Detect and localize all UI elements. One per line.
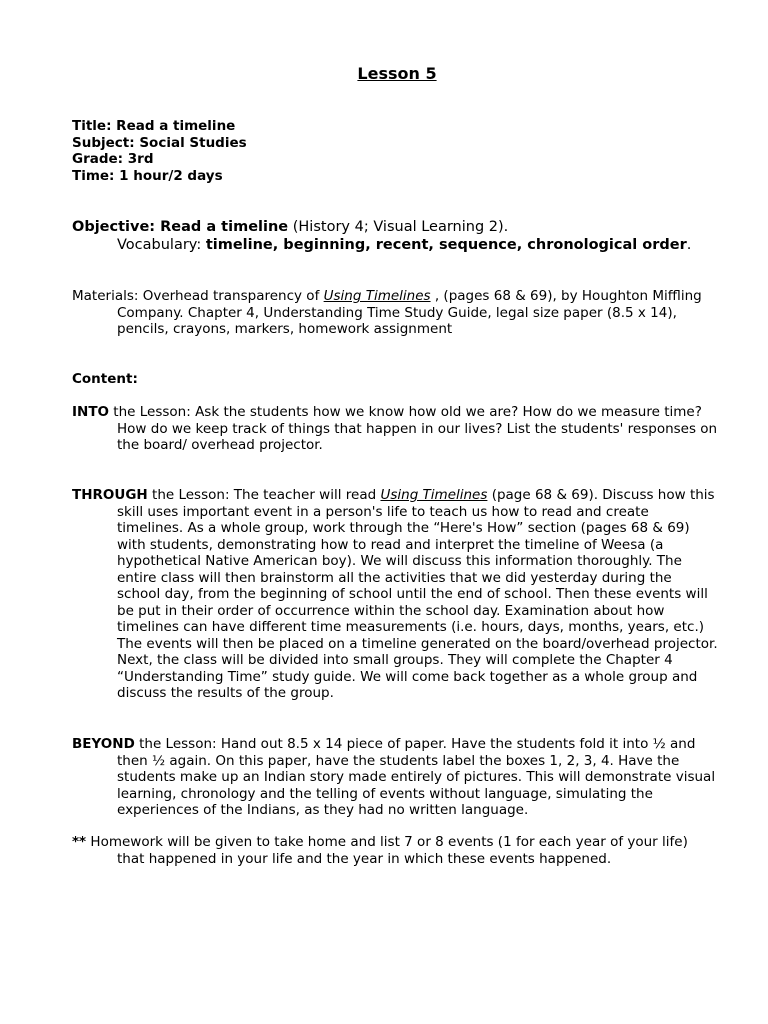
vocabulary-label: Vocabulary: — [117, 237, 206, 253]
materials-section — [72, 288, 718, 338]
homework-marker: ** — [72, 834, 87, 850]
meta-title: Title: Read a timeline — [72, 118, 236, 134]
objective-label: Objective: Read a timeline — [72, 219, 289, 235]
beyond-text: the Lesson: Hand out 8.5 x 14 piece of paper. Have the students fold it into ½ and then ½ again. On this paper, have the students label the boxes 1, 2, 3, 4. Have the students make up an Indian story made entirely of pictures. This will demonstrate visual learning, chronology and the telling of events without language, simulating the experiences of the Indians, as they had no written language. — [117, 736, 716, 818]
beyond-section — [72, 736, 718, 819]
homework-text: Homework will be given to take home and list 7 or 8 events (1 for each year of your life) that happened in your life and the year in which these events happened. — [86, 834, 688, 867]
into-label: INTO — [72, 404, 110, 420]
homework-section — [72, 834, 718, 867]
vocabulary-terms: timeline, beginning, recent, sequence, chronological order — [205, 237, 687, 253]
beyond-label: BEYOND — [72, 736, 135, 752]
materials-book-title: Using Timelines — [323, 288, 431, 304]
into-text: the Lesson: Ask the students how we know how old we are? How do we measure time? How do we keep track of things that happen in our lives? List the students' responses on the board/ overhead projector. — [109, 404, 718, 453]
materials-text: Materials: Overhead transparency of Using Timelines , (pages 68 & 69), by Houghton Miffling Company. Chapter 4, Understanding Time Study Guide, legal size paper (8.5 x 14), pencils, crayons, markers, homework assignment — [72, 288, 702, 337]
into-section — [72, 404, 718, 454]
through-section: THROUGH the Lesson: The teacher will read Using Timelines (page 68 & 69). Discuss how this skill uses important event in a person's life to teach us how to read and create timelines. As a whole group, work through the “Here's How” section (pages 68 & 69) with students, demonstrating how to read and interpret the timeline of Weesa (a hypothetical Native American boy). We will discuss this information thoroughly. The entire class will then brainstorm all the activities that we did yesterday during the school day, from the beginning of school until the end of school. Then these events will be put in their order of occurrence within the school day. Examination about how timelines can have different time measurements (i.e. hours, days, months, years, etc.) The events will then be placed on a timeline generated on the board/overhead projector. Next, the class will be divided into small groups. They will complete the Chapter 4 “Understanding Time” study guide. We will come back together as a whole group and discuss the results of the group. — [72, 487, 718, 701]
objective-line — [72, 218, 718, 236]
content-label: Content: — [72, 371, 138, 387]
meta-time: Time: 1 hour/2 days — [72, 167, 223, 184]
vocabulary-line: Vocabulary: timeline, beginning, recent, sequence, chronological order. — [117, 237, 692, 253]
meta-grade: Grade: 3rd — [72, 151, 154, 167]
through-label: THROUGH — [72, 487, 148, 503]
lesson-meta — [72, 118, 718, 184]
meta-subject: Subject: Social Studies — [72, 134, 247, 151]
objective-standards: (History 4; Visual Learning 2). — [288, 219, 509, 235]
objective-section — [72, 218, 718, 254]
through-text: (page 68 & 69). Discuss how this skill uses important event in a person's life to teach us how to read and create timelines. As a whole group, work through the “Here's How” section (pages 68 & 69) with students, demonstrating how to read and interpret the timeline of Weesa (a hypothetical Native American boy). We will discuss this information thoroughly. The entire class will then brainstorm all the activities that we did yesterday during the school day, from the beginning of school until the end of school. Then these events will be put in their order of occurrence within the school day. Examination about how timelines can have different time measurements (i.e. hours, days, months, years, etc.) The events will then be placed on a timeline generated on the board/overhead projector. Next, the class will be divided into small groups. They will complete the Chapter 4 “Understanding Time” study guide. We will come back together as a whole group and discuss the results of the group. — [117, 487, 718, 701]
through-book-title: Using Timelines — [380, 487, 488, 503]
lesson-heading: Lesson 5 — [357, 64, 437, 83]
